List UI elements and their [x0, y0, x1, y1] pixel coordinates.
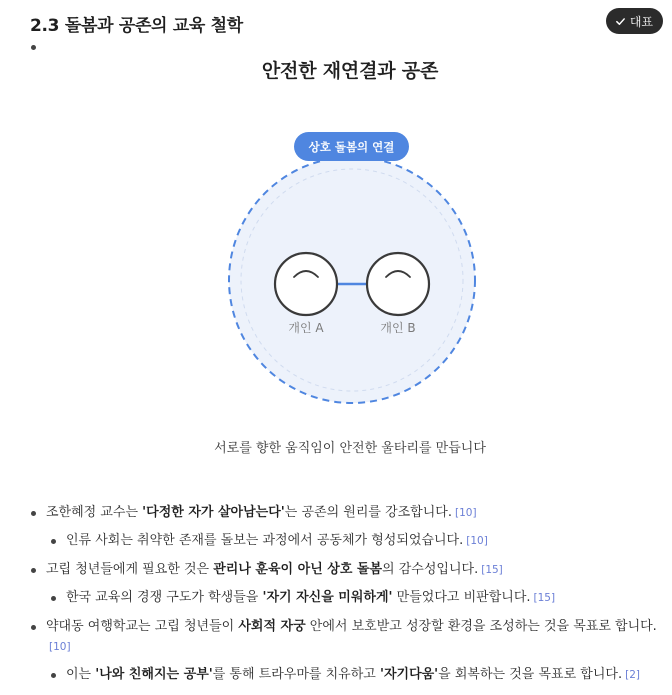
list-item: 약대동 여행학교는 고립 청년들이 사회적 자궁 안에서 보호받고 성장할 환경을 조성하는 것을 목표로 합니다.[10] — [30, 617, 658, 657]
bullet-dot — [51, 673, 56, 678]
list-item: 조한혜정 교수는 '다정한 자가 살아남는다'는 공존의 원리를 강조합니다. [10] — [30, 503, 658, 523]
bullet-dot — [31, 568, 36, 573]
bullet-dot — [51, 539, 56, 544]
bullet-list — [30, 503, 658, 685]
person-a-circle — [275, 253, 337, 315]
citation-link[interactable]: [10] — [49, 641, 71, 653]
connection-diagram — [0, 120, 672, 430]
section-heading: 2.3 돌봄과 공존의 교육 철학 — [30, 16, 243, 36]
citation-link[interactable]: [10] — [455, 507, 477, 519]
empty-bullet — [31, 45, 36, 50]
safety-circle — [229, 157, 475, 403]
representative-badge[interactable] — [606, 8, 663, 34]
citation-link[interactable]: [2] — [625, 669, 640, 681]
list-item: 이는 '나와 친해지는 공부'를 통해 트라우마를 치유하고 '자기다움'을 회복하는 것을 목표로 합니다. [2] — [50, 665, 658, 685]
bullet-dot — [51, 596, 56, 601]
bullet-dot — [31, 511, 36, 516]
list-item: 인류 사회는 취약한 존재를 돌보는 과정에서 공동체가 형성되었습니다. [10] — [50, 531, 658, 551]
citation-link[interactable]: [10] — [466, 535, 488, 547]
person-a-label: 개인 A — [288, 321, 324, 335]
person-b-label: 개인 B — [380, 321, 416, 335]
badge-label: 대표 — [629, 14, 653, 29]
check-icon — [615, 16, 626, 27]
list-item: 한국 교육의 경쟁 구도가 학생들을 '자기 자신을 미워하게' 만들었다고 비판합니다. [15] — [50, 588, 658, 608]
person-b-circle — [367, 253, 429, 315]
citation-link[interactable]: [15] — [481, 564, 503, 576]
bullet-dot — [31, 625, 36, 630]
list-item: 고립 청년들에게 필요한 것은 관리나 훈육이 아닌 상호 돌봄의 감수성입니다. [15] — [30, 560, 658, 580]
pill-label: 상호 돌봄의 연결 — [308, 140, 395, 154]
figure-title: 안전한 재연결과 공존 — [261, 60, 439, 82]
figure-caption: 서로를 향한 움직임이 안전한 울타리를 만듭니다 — [214, 441, 486, 456]
citation-link[interactable]: [15] — [533, 592, 556, 604]
